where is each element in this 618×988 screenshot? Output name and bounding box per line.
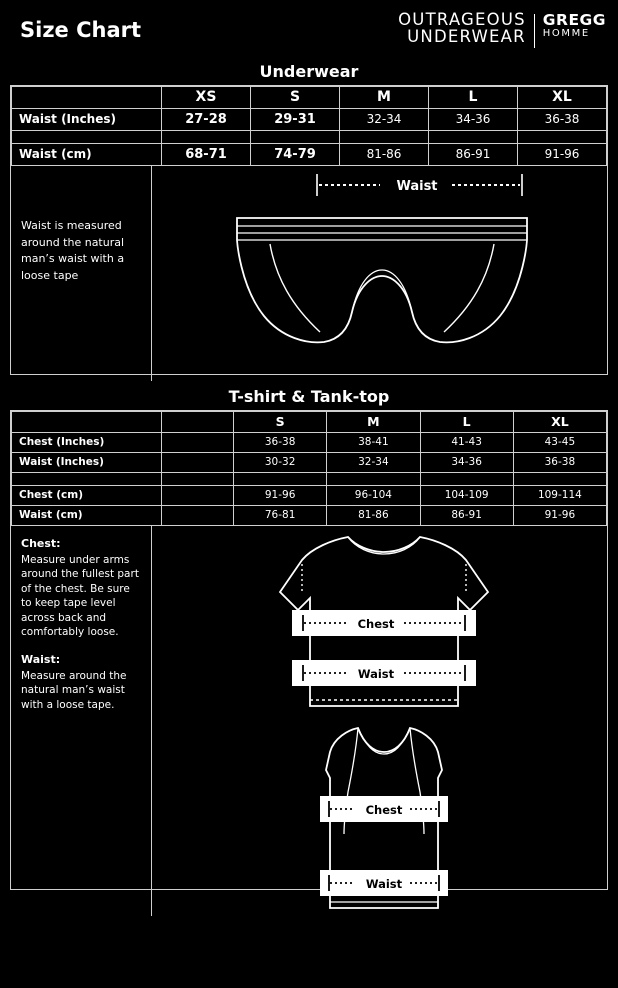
row-label-waist-inches: Waist (Inches) [12, 453, 162, 473]
cell: 38-41 [327, 433, 420, 453]
cell [162, 506, 234, 526]
col-m: M [340, 87, 429, 109]
tank-top-illustration [152, 722, 607, 918]
brand-gregg-homme [543, 12, 606, 40]
tshirt-notes [11, 526, 152, 916]
page-header [0, 0, 618, 62]
cell [162, 453, 234, 473]
table-header-row [12, 87, 607, 109]
brief-illustration [152, 166, 607, 380]
underwear-figure [152, 166, 607, 381]
tshirt-figure-area [11, 526, 607, 916]
page-title: Size Chart [20, 18, 142, 42]
underwear-figure-area [11, 166, 607, 381]
cell: 76-81 [234, 506, 327, 526]
cell: 104-109 [420, 486, 513, 506]
note-text-chest: Measure under arms around the fullest part of the chest. Be sure to keep tape level across back and comfortably loose. [21, 553, 139, 639]
brand-divider [534, 14, 535, 48]
table-header-row [12, 412, 607, 433]
cell: 36-38 [234, 433, 327, 453]
cell: 30-32 [234, 453, 327, 473]
brand-name: GREGG [542, 11, 606, 29]
table-row [12, 144, 607, 166]
tank-chest-label: Chest [365, 803, 403, 817]
cell: 32-34 [340, 109, 429, 131]
cell: 34-36 [420, 453, 513, 473]
brand-subname: HOMME [542, 28, 590, 40]
col-xl: XL [513, 412, 606, 433]
tshirt-block [10, 410, 608, 890]
underwear-section-title: Underwear [259, 62, 359, 81]
tshirt-tank-figure [152, 526, 607, 916]
row-label-waist-cm: Waist (cm) [12, 144, 162, 166]
underwear-block [10, 85, 608, 375]
note-text-waist: Measure around the natural man’s waist with a loose tape. [21, 669, 127, 711]
tshirt-waist-label: Waist [357, 667, 395, 681]
cell: 43-45 [513, 433, 606, 453]
tshirt-chest-label: Chest [357, 617, 395, 631]
col-xs: XS [162, 87, 251, 109]
table-row [12, 506, 607, 526]
row-label-waist-inches: Waist (Inches) [12, 109, 162, 131]
col-l: L [420, 412, 513, 433]
brand-line2: UNDERWEAR [407, 26, 526, 46]
underwear-note-text: Waist is measured around the natural man’s waist with a loose tape [21, 219, 125, 282]
cell: 27-28 [162, 109, 251, 131]
table-spacer-row [12, 131, 607, 144]
cell: 81-86 [340, 144, 429, 166]
underwear-size-table [11, 86, 607, 166]
tshirt-illustration [152, 526, 607, 722]
cell: 32-34 [327, 453, 420, 473]
cell [162, 433, 234, 453]
brand-logo [398, 12, 606, 48]
cell [162, 486, 234, 506]
tshirt-section-title: T-shirt & Tank-top [228, 387, 390, 406]
tshirt-size-table [11, 411, 607, 526]
col-s: S [251, 87, 340, 109]
table-row [12, 453, 607, 473]
underwear-note [11, 166, 152, 381]
brand-line1: OUTRAGEOUS [398, 10, 526, 29]
waist-measure-label: Waist [396, 179, 438, 194]
cell: 96-104 [327, 486, 420, 506]
cell: 91-96 [234, 486, 327, 506]
cell: 29-31 [251, 109, 340, 131]
cell: 91-96 [513, 506, 606, 526]
blank-cell [162, 412, 234, 433]
note-heading-chest: Chest: [21, 537, 61, 550]
col-l: L [429, 87, 518, 109]
cell: 41-43 [420, 433, 513, 453]
cell: 34-36 [429, 109, 518, 131]
corner-cell [12, 87, 162, 109]
brand-outrageous-underwear [398, 12, 526, 46]
cell: 86-91 [429, 144, 518, 166]
table-spacer-row [12, 473, 607, 486]
cell: 74-79 [251, 144, 340, 166]
col-s: S [234, 412, 327, 433]
tank-waist-label: Waist [365, 877, 403, 891]
table-row [12, 109, 607, 131]
cell: 81-86 [327, 506, 420, 526]
cell: 109-114 [513, 486, 606, 506]
table-row [12, 486, 607, 506]
col-xl: XL [518, 87, 607, 109]
table-row [12, 433, 607, 453]
row-label-waist-cm: Waist (cm) [12, 506, 162, 526]
cell: 68-71 [162, 144, 251, 166]
cell: 36-38 [513, 453, 606, 473]
cell: 91-96 [518, 144, 607, 166]
cell: 36-38 [518, 109, 607, 131]
cell: 86-91 [420, 506, 513, 526]
corner-cell [12, 412, 162, 433]
row-label-chest-cm: Chest (cm) [12, 486, 162, 506]
row-label-chest-inches: Chest (Inches) [12, 433, 162, 453]
note-heading-waist: Waist: [21, 652, 61, 666]
col-m: M [327, 412, 420, 433]
